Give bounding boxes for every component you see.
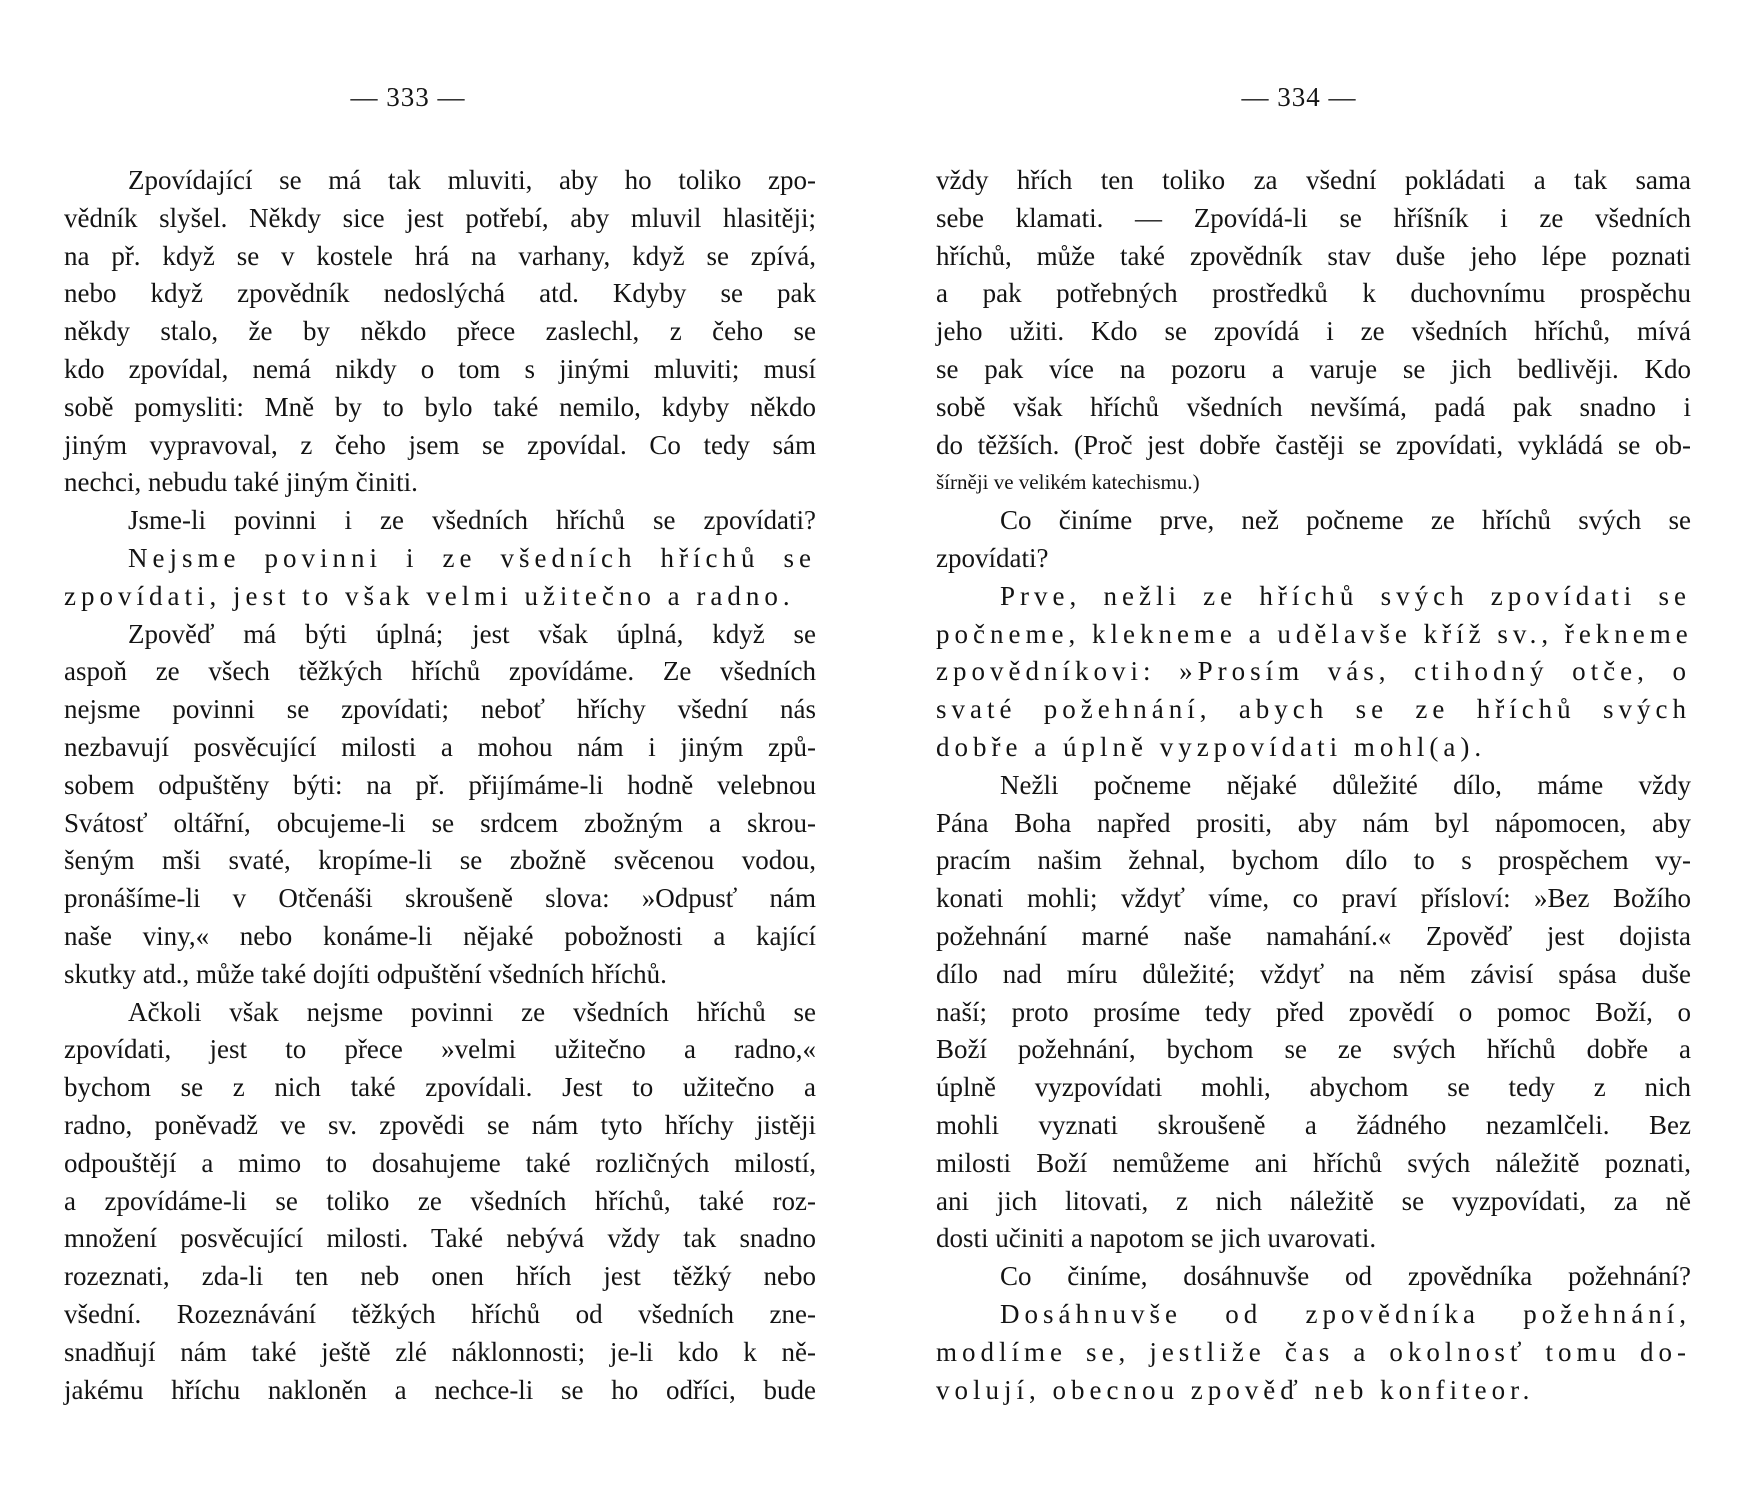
text-line: modlíme se, jestliže čas a okolnosť tomu do- [936, 1336, 1691, 1367]
text-line: Co činíme prve, než počneme ze hříchů svých se [1000, 505, 1691, 536]
text-line: Zpověď má býti úplná; jest však úplná, když se [128, 618, 816, 649]
text-line: sobě však hříchů všedních nevšímá, padá pak snadno i [936, 391, 1691, 422]
text-line: sebe klamati. — Zpovídá-li se hříšník i ze všedních [936, 202, 1691, 233]
text-line: pronášíme-li v Otčenáši skroušeně slova: »Odpusť nám [64, 883, 816, 914]
text-line: počneme, klekneme a udělavše kříž sv., řekneme [936, 618, 1693, 649]
text-line: konati mohli; vždyť víme, co praví přísloví: »Bez Božího [936, 883, 1691, 914]
text-line: mohli vyznati skroušeně a žádného nezamlčeli. Bez [936, 1109, 1691, 1140]
text-line: vždy hřích ten toliko za všední pokládati a tak sama [936, 165, 1691, 195]
text-line: sobě pomysliti: Mně by to bylo také nemilo, kdyby někdo [64, 391, 816, 422]
text-line: naše viny,« nebo konáme-li nějaké pobožnosti a kající [64, 920, 816, 951]
text-line: do těžších. (Proč jest dobře častěji se zpovídati, vykládá se ob- [936, 429, 1691, 460]
text-line: zpovědníkovi: »Prosím vás, ctihodný otče, o [936, 656, 1691, 687]
text-line: hříchů, může také zpovědník stav duše jeho lépe poznati [936, 240, 1691, 271]
text-line: nejsme povinni se zpovídati; neboť hříchy všední nás [64, 694, 816, 725]
text-line: a pak potřebných prostředků k duchovnímu prospěchu [936, 278, 1691, 309]
text-line: bychom se z nich také zpovídali. Jest to užitečno a [64, 1072, 816, 1103]
text-line: požehnání marné naše namahání.« Zpověď jest dojista [936, 920, 1691, 951]
page-number: — 333 — [350, 82, 466, 112]
page-number: — 334 — [1241, 82, 1357, 112]
text-line: pracím našim žehnal, bychom dílo to s prospěchem vy- [936, 845, 1691, 876]
text-line: snadňují nám také ještě zlé náklonnosti; je-li kdo k ně- [64, 1336, 816, 1367]
text-line: úplně vyzpovídati mohli, abychom se tedy z nich [936, 1072, 1691, 1103]
text-line: odpouštějí a mimo to dosahujeme také rozličných milostí, [64, 1147, 816, 1178]
text-line: naší; proto prosíme tedy před zpovědí o pomoc Boží, o [936, 996, 1691, 1027]
text-line: rozeznati, zda-li ten neb onen hřích jest těžký nebo [64, 1261, 816, 1292]
text-line: aspoň ze všech těžkých hříchů zpovídáme. Ze všedních [64, 656, 816, 687]
text-line: Dosáhnuvše od zpovědníka požehnání, [1000, 1298, 1691, 1329]
text-line: se pak více na pozoru a varuje se jich bedlivěji. Kdo [936, 353, 1691, 384]
text-line: Jsme-li povinni i ze všedních hříchů se zpovídati? [128, 505, 816, 536]
right-page [871, 0, 1742, 1500]
text-line: jiným vypravoval, z čeho jsem se zpovídal. Co tedy sám [64, 429, 816, 460]
text-line: sobem odpuštěny býti: na př. přijímáme-li hodně velebnou [64, 769, 816, 800]
text-line: všední. Rozeznávání těžkých hříchů od všedních zne- [64, 1298, 816, 1329]
text-line: Svátosť oltářní, obcujeme-li se srdcem zbožným a skrou- [64, 807, 816, 838]
text-line: Nežli počneme nějaké důležité dílo, máme vždy [1000, 769, 1691, 800]
text-line: Nejsme povinni i ze všedních hříchů se [128, 542, 816, 573]
text-line: někdy stalo, že by někdo přece zaslechl, z čeho se [64, 316, 816, 347]
text-line: na př. když se v kostele hrá na varhany, když se zpívá, [64, 240, 816, 271]
text-line: milosti Boží nemůžeme ani hříchů svých náležitě poznati, [936, 1147, 1691, 1178]
text-line: zpovídati? [936, 542, 1049, 573]
text-line: nechci, nebudu také jiným činiti. [64, 467, 418, 498]
text-line: radno, poněvadž ve sv. zpovědi se nám tyto hříchy jistěji [64, 1109, 816, 1140]
page-body [64, 162, 816, 1409]
text-line: Prve, nežli ze hříchů svých zpovídati se [1000, 580, 1691, 611]
text-line: vědník slyšel. Někdy sice jest potřebí, aby mluvil hlasitěji; [64, 202, 816, 233]
text-line: množení posvěcující milosti. Také nebývá vždy tak snadno [64, 1223, 816, 1254]
text-line: Zpovídající se má tak mluviti, aby ho toliko zpo- [128, 165, 816, 195]
text-line: nezbavují posvěcující milosti a mohou nám i jiným způ- [64, 731, 816, 762]
text-line: kdo zpovídal, nemá nikdy o tom s jinými mluviti; musí [64, 353, 816, 384]
page-body [936, 162, 1691, 1409]
text-line: zpovídati, jest to přece »velmi užitečno a radno,« [64, 1034, 816, 1065]
text-line: zpovídati, jest to však velmi užitečno a radno. [64, 580, 795, 611]
text-line: volují, obecnou zpověď neb konfiteor. [936, 1374, 1535, 1405]
text-line: šeným mši svaté, kropíme-li se zbožně svěcenou vodou, [64, 845, 816, 876]
text-line: dílo nad míru důležité; vždyť na něm závisí spása duše [936, 958, 1691, 989]
text-line: svaté požehnání, abych se ze hříchů svých [936, 694, 1691, 725]
text-line: jeho užiti. Kdo se zpovídá i ze všedních hříchů, mívá [936, 316, 1691, 347]
text-line: Co činíme, dosáhnuvše od zpovědníka požehnání? [1000, 1261, 1691, 1292]
text-line: ani jich litovati, z nich náležitě se vyzpovídati, za ně [936, 1185, 1691, 1216]
text-line: skutky atd., může také dojíti odpuštění všedních hříchů. [64, 958, 667, 989]
text-line: šírněji ve velikém katechismu.) [936, 470, 1200, 495]
text-line: dosti učiniti a napotom se jich uvarovati. [936, 1223, 1377, 1254]
text-line: dobře a úplně vyzpovídati mohl(a). [936, 731, 1487, 762]
text-line: jakému hříchu nakloněn a nechce-li se ho odříci, bude [64, 1374, 816, 1405]
text-line: nebo když zpovědník nedoslýchá atd. Kdyby se pak [64, 278, 816, 309]
text-line: Ačkoli však nejsme povinni ze všedních hříchů se [128, 996, 816, 1027]
text-line: Pána Boha napřed prositi, aby nám byl nápomocen, aby [936, 807, 1691, 838]
text-line: Boží požehnání, bychom se ze svých hříchů dobře a [936, 1034, 1691, 1065]
text-line: a zpovídáme-li se toliko ze všedních hříchů, také roz- [64, 1185, 816, 1216]
